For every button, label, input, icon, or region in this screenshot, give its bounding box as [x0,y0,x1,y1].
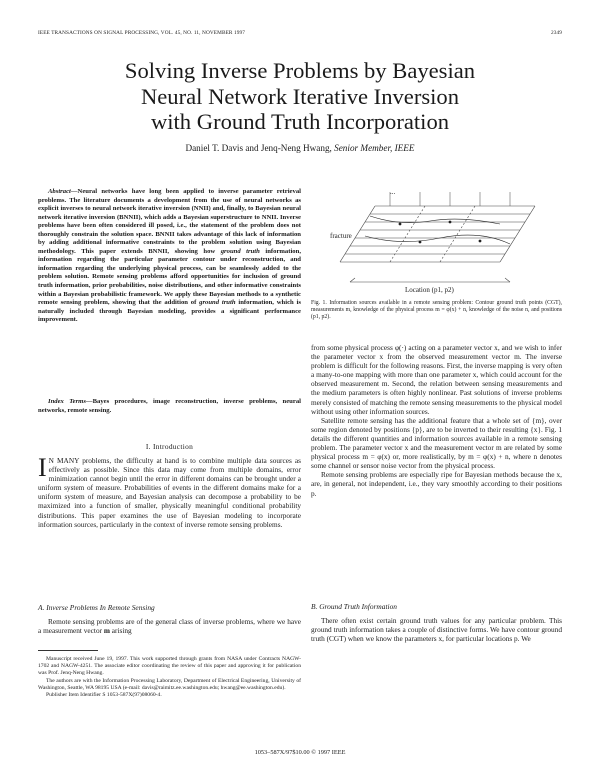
footnote-identifier: Publisher Item Identifier S 1053-587X(97)08060-4. [46,692,162,699]
abstract-text-3: information, which is naturally included through Bayesian modeling, provides a significant performance improvement. [38,299,301,324]
figure-top-label: ... [390,188,396,196]
author-names: Daniel T. Davis and Jenq-Neng Hwang, [185,143,332,153]
author-membership: Senior Member, IEEE [334,143,415,153]
abstract-text-1: Neural networks have long been applied to inverse parameter retrieval problems. The literature documents a development from the use of neural networks as explicit inverses to neural network iterative inversion (NNII) and, finally, to Bayesian neural network iterative inversion (BNNII), which adds a Bayesian superstructure to NNII. Inverse problems have been often considered ill posed, i.e., the statement of the problem does not thoroughly constrain the solution space. BNNII takes advantage of this lack of information by adding additional informative constraints to the problem solution using Bayesian methodology. This paper extends BNNII, showing how [38,188,301,255]
abstract-emphasis-2: ground truth [199,299,236,307]
running-header: IEEE TRANSACTIONS ON SIGNAL PROCESSING, VOL. 45, NO. 11, NOVEMBER 1997 [38,30,245,36]
abstract-label: Abstract— [48,188,78,195]
subsection-heading-a: A. Inverse Problems In Remote Sensing [38,603,155,612]
subsection-heading-b: B. Ground Truth Information [311,602,397,611]
footnote [38,656,301,699]
abstract-text-2: information, information regarding the particular parameter contour under reconstruction, and information regarding the underlying physical process, can be seamlessly added to the problem solution. Remote sensing problems afford opportunities for inclusion of ground truth information, prior probabilities, noise distributions, and other informative constraints within a Bayesian probabilistic framework. We apply these Bayesian methods to a synthetic remote sensing problem, showing that the addition of [38,247,301,307]
page-number: 2349 [551,30,562,36]
abstract [38,188,301,325]
figure-1-diagram [330,186,550,296]
title-line-1: Solving Inverse Problems by Bayesian [124,58,476,83]
section-heading-introduction: I. Introduction [145,442,194,451]
right-paragraph-3: Remote sensing problems are especially ripe for Bayesian methods because the x, are, in general, not independent, i.e., they vary smoothly according to their positions p. [311,470,562,498]
footnote-manuscript: Manuscript received June 19, 1997. This work supported through grants from NASA under Contracts NAGW-1702 and NAGW-4251. The associate editor coordinating the review of this paper and approving it for publication was Prof. Jenq-Neng Hwang. [38,656,301,677]
abstract-emphasis-1: ground truth [220,247,260,255]
right-paragraph-1: from some physical process φ(·) acting on a parameter vector x, and we wish to infer the parameter vector x from the observed measurement vector m. The inverse problem is difficult for the following reasons. First, the inverse mapping is very often a many-to-one mapping with more than one parameter x, which could account for the observed measurement m. Second, the relation between sensing measurements and the medium parameters is often highly nonlinear. Past solutions of inverse problems merely consisted of matching the remote sensing measurements to the physical model without using other information sources. [311,343,562,416]
introduction-paragraph [38,453,301,529]
author-line [0,143,600,153]
index-terms-text: Bayes procedures, image reconstruction, inverse problems, neural networks, remote sensing. [38,398,301,414]
paper-title [0,58,600,135]
symbol-m: m [103,626,110,636]
index-terms [38,398,301,415]
footnote-rule [38,650,98,651]
copyright-line: 1053–587X/97$10.00 © 1997 IEEE [254,749,346,756]
figure-left-label: fracture [330,232,352,240]
right-paragraph-2: Satellite remote sensing has the additional feature that a whole set of {m}, over some region denoted by positions {p}, are to be inverted to their resulting {x}. Fig. 1 details the different quantities and information sources available in a remote sensing problem. The parameter vector x and the measurement vector m are related by some physical process m = φ(x) or, more realistically, by m = φ(x) + n, where n denotes some channel or sensor noise vector from the physical process. [311,415,562,471]
figure-1-caption: Fig. 1. Information sources available in a remote sensing problem: Contour ground truth points (CGT), measurements m, knowledge of the physical process m = φ(x) + n, knowledge of the noise n, and positions (p1, p2). [311,300,562,321]
drop-cap: I [38,453,47,482]
title-line-2: Neural Network Iterative Inversion [140,83,460,109]
title-line-3: with Ground Truth Incorporation [150,109,450,134]
introduction-text: N MANY problems, the difficulty at hand is to combine multiple data sources as effectively as possible. Since this data may come from multiple domains, error minimization cannot begin until the error in different domains can be brought under a uniform system of measure. Probabilities of events in the different domains make for a uniform system of measure, and Bayesian analysis can decompose a probability to be maximized into a function of smaller, physically meaningful conditional probability distributions. This paper examines the use of Bayesian modeling to incorporate information sources, particularly in the context of inverse remote sensing problems. [38,456,301,529]
right-column-body [311,343,562,498]
footnote-affiliation: The authors are with the Information Processing Laboratory, Department of Electrical Engineering, University of Washington, Seattle, WA 98195 USA (e-mail: davis@raimitz.ee.washington.edu; hwang@ee.washington.edu). [38,677,301,691]
subsection-a-text: Remote sensing problems are of the general class of inverse problems, where we have a measurement vector m arising [38,617,301,636]
figure-bottom-label: Location (p1, p2) [405,286,454,294]
subsection-b-text: There often exist certain ground truth values for any particular problem. This ground truth information takes a couple of distinctive forms. We have contour ground truth (CGT) when we know the parameters x, for particular locations p. We [311,616,562,644]
index-terms-label: Index Terms— [48,398,93,405]
